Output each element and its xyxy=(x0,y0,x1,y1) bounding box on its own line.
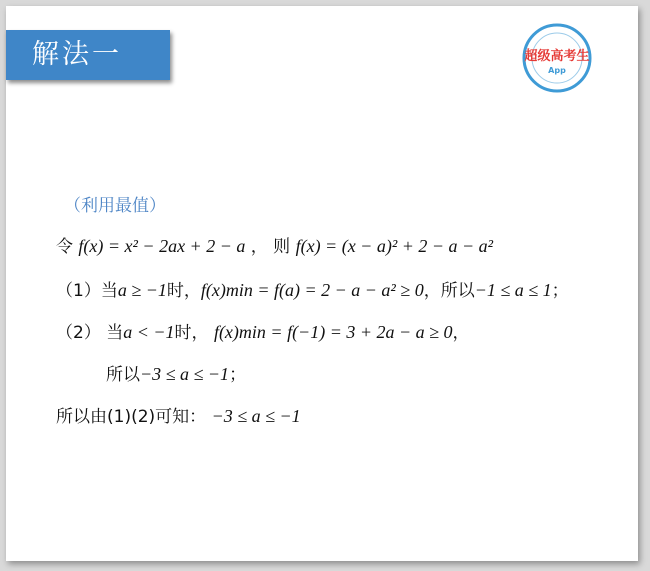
logo-brand-text: 超级高考生 xyxy=(524,49,590,64)
case2-when-prefix: 当 xyxy=(106,323,124,343)
conclusion-prefix: 所以由(1)(2)可知： xyxy=(56,407,207,427)
case1-end: ； xyxy=(551,281,569,301)
case1-result: −1 ≤ a ≤ 1 xyxy=(474,280,552,300)
section-title-banner: 解法一 xyxy=(6,30,170,80)
case1-cond: a ≥ −1 xyxy=(117,280,167,300)
line1-prefix: 令 xyxy=(56,237,73,257)
conclusion-line xyxy=(56,402,301,427)
case2-expr: f(x)min = f(−1) = 3 + 2a − a ≥ 0 xyxy=(213,322,453,342)
case2-result-value: −3 ≤ a ≤ −1 xyxy=(140,364,230,384)
case1-label: （1）当 xyxy=(56,281,118,301)
case2-end: ， xyxy=(452,323,470,343)
line1-eq2: f(x) = (x − a)² + 2 − a − a² xyxy=(295,236,494,256)
case-1-line xyxy=(56,276,569,301)
case2-label: （2） xyxy=(56,323,101,343)
case2-when: 时， xyxy=(174,323,209,343)
case2-result-end: ； xyxy=(229,365,247,385)
case1-when: 时， xyxy=(166,281,201,301)
method-note: （利用最值） xyxy=(64,196,166,216)
case-2-line xyxy=(56,318,470,343)
line1-mid: ， 则 xyxy=(250,237,291,257)
solution-body xyxy=(6,6,638,561)
case-2-result-line xyxy=(106,360,246,385)
case1-sep: ，所以 xyxy=(423,281,475,301)
slide xyxy=(6,6,638,561)
case2-cond: a < −1 xyxy=(123,322,175,342)
logo-app-text: App xyxy=(548,66,566,75)
line1-eq1: f(x) = x² − 2ax + 2 − a xyxy=(78,236,246,256)
equation-line-1 xyxy=(56,232,493,257)
case1-expr: f(x)min = f(a) = 2 − a − a² ≥ 0 xyxy=(200,280,424,300)
conclusion-result: −3 ≤ a ≤ −1 xyxy=(211,406,301,426)
case2-result-prefix: 所以 xyxy=(106,365,140,385)
